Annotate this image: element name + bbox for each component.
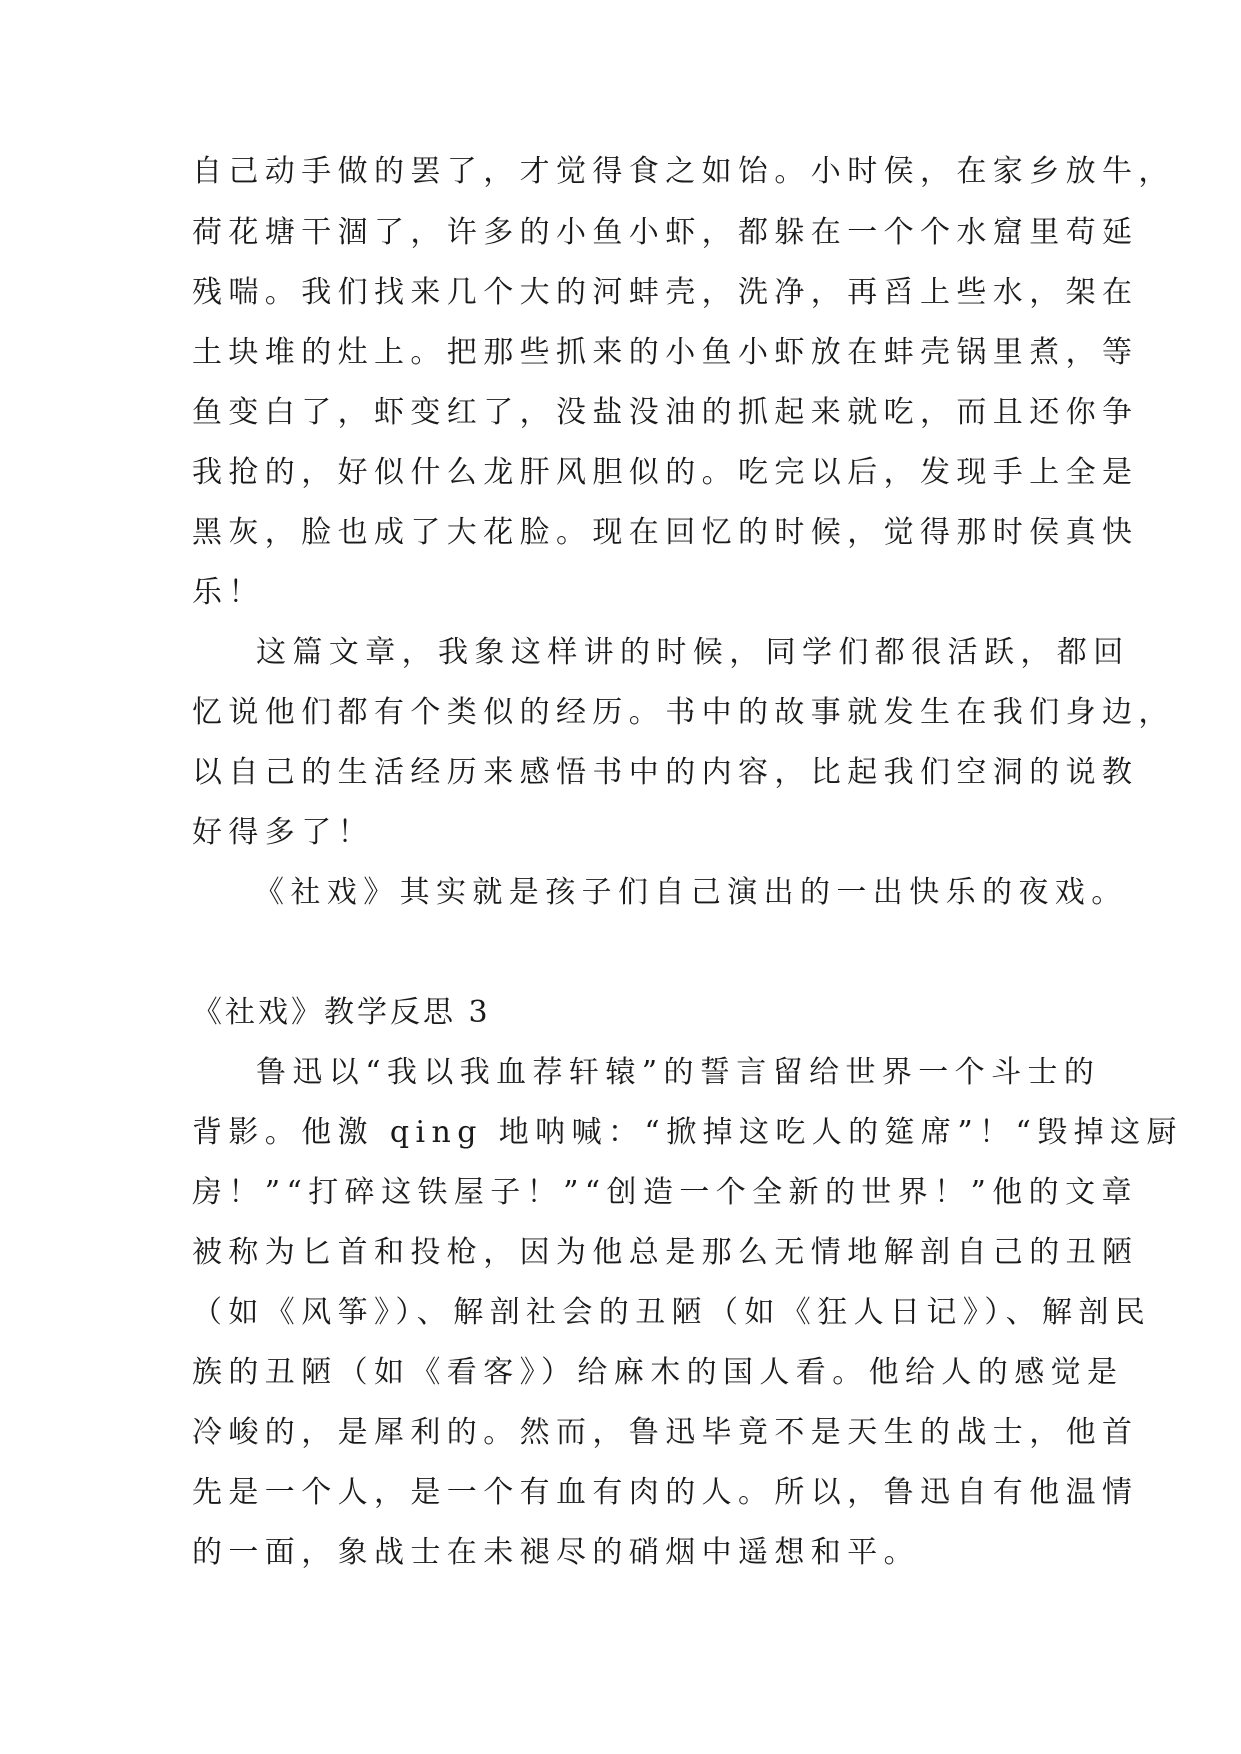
text-line: 忆说他们都有个类似的经历。书中的故事就发生在我们身边，	[192, 695, 1175, 730]
text-line: （如《风筝》）、解剖社会的丑陋（如《狂人日记》）、解剖民	[192, 1295, 1152, 1330]
text-line: 自己动手做的罢了，才觉得食之如饴。小时侯，在家乡放牛，	[192, 154, 1175, 189]
text-line: 好得多了！	[192, 815, 374, 850]
text-line: 先是一个人，是一个有血有肉的人。所以，鲁迅自有他温情	[192, 1475, 1139, 1510]
text-line: 我抢的，好似什么龙肝风胆似的。吃完以后，发现手上全是	[192, 455, 1139, 490]
text-line: 冷峻的，是犀利的。然而，鲁迅毕竟不是天生的战士，他首	[192, 1415, 1139, 1450]
text-line: 土块堆的灶上。把那些抓来的小鱼小虾放在蚌壳锅里煮，等	[192, 335, 1139, 370]
text-line: 这篇文章，我象这样讲的时候，同学们都很活跃，都回	[256, 635, 1130, 670]
text-line: 黑灰，脸也成了大花脸。现在回忆的时候，觉得那时侯真快	[192, 515, 1139, 550]
text-line: 残喘。我们找来几个大的河蚌壳，洗净，再舀上些水，架在	[192, 275, 1139, 310]
text-line: 的一面，象战士在未褪尽的硝烟中遥想和平。	[192, 1535, 920, 1570]
text-line: 以自己的生活经历来感悟书中的内容，比起我们空洞的说教	[192, 755, 1139, 790]
text-line: 鲁迅以“我以我血荐轩辕”的誓言留给世界一个斗士的	[256, 1055, 1101, 1090]
text-line: 族的丑陋（如《看客》）给麻木的国人看。他给人的感觉是	[192, 1355, 1124, 1390]
text-line: 背影。他激 qing 地呐喊：“掀掉这吃人的筵席”！“毁掉这厨	[192, 1115, 1183, 1150]
text-line: 《社戏》其实就是孩子们自己演出的一出快乐的夜戏。	[254, 875, 1128, 910]
text-line: 乐！	[192, 575, 265, 610]
text-line: 被称为匕首和投枪，因为他总是那么无情地解剖自己的丑陋	[192, 1235, 1139, 1270]
section-heading: 《社戏》教学反思 3	[192, 995, 491, 1030]
text-line: 房！”“打碎这铁屋子！”“创造一个全新的世界！”他的文章	[192, 1175, 1138, 1210]
text-line: 鱼变白了，虾变红了，没盐没油的抓起来就吃，而且还你争	[192, 395, 1139, 430]
text-line: 荷花塘干涸了，许多的小鱼小虾，都躲在一个个水窟里苟延	[192, 215, 1139, 250]
